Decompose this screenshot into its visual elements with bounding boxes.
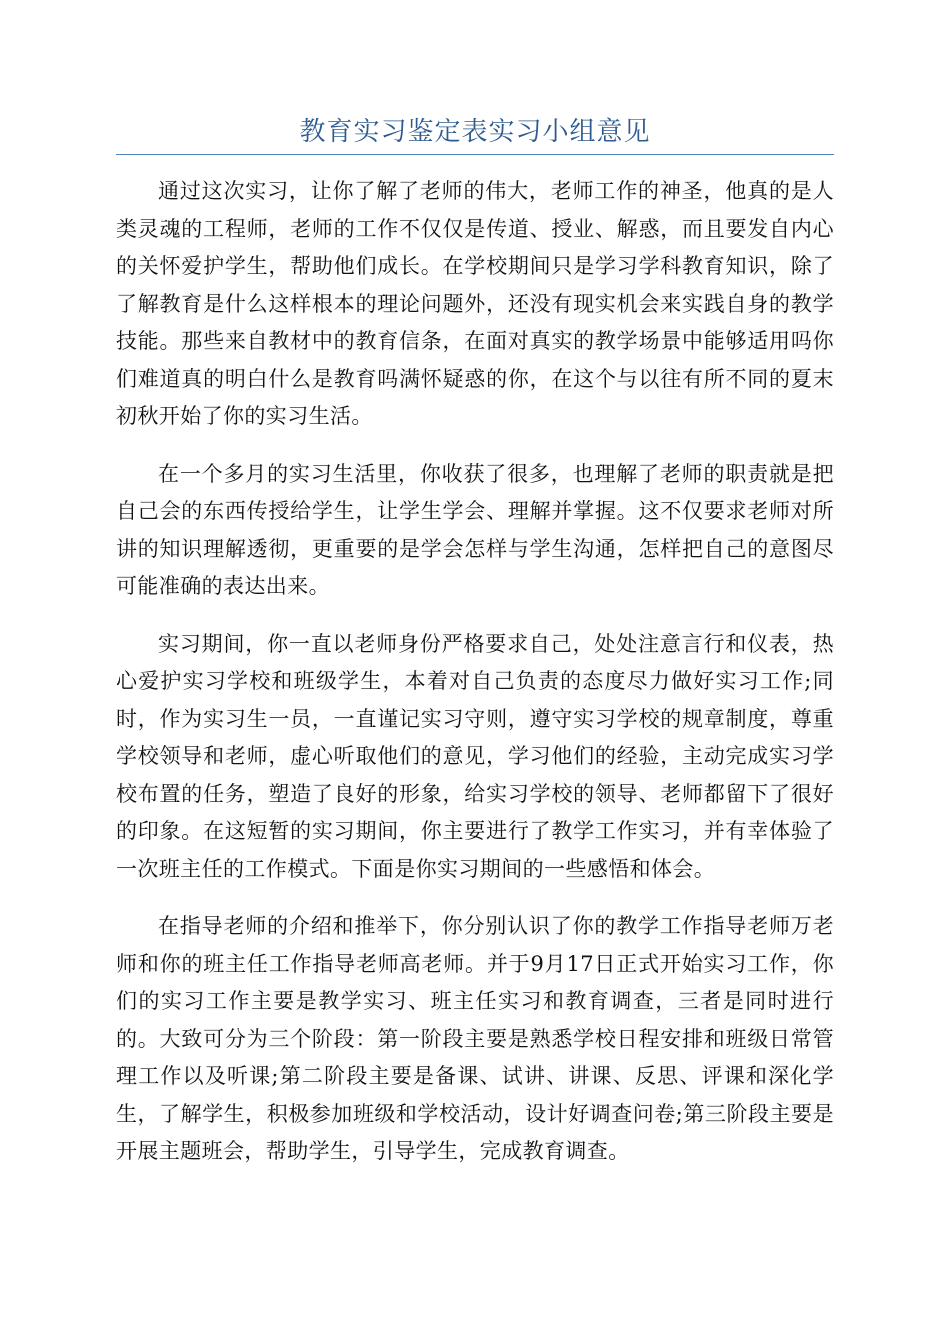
paragraph-1: 通过这次实习，让你了解了老师的伟大，老师工作的神圣，他真的是人类灵魂的工程师，老师的工作不仅仅是传道、授业、解惑，而且要发自内心的关怀爱护学生，帮助他们成长。在学校期间只是学习学科教育知识，除了了解教育是什么这样根本的理论问题外，还没有现实机会来实践自身的教学技能。那些来自教材中的教育信条，在面对真实的教学场景中能够适用吗你们难道真的明白什么是教育吗满怀疑惑的你，在这个与以往有所不同的夏末初秋开始了你的实习生活。 [116, 179, 834, 428]
title-underline [116, 154, 834, 155]
paragraph-3: 实习期间，你一直以老师身份严格要求自己，处处注意言行和仪表，热心爱护实习学校和班级学生，本着对自己负责的态度尽力做好实习工作;同时，作为实习生一员，一直谨记实习守则，遵守实习学校的规章制度，尊重学校领导和老师，虚心听取他们的意见，学习他们的经验，主动完成实习学校布置的任务，塑造了良好的形象，给实习学校的领导、老师都留下了很好的印象。在这短暂的实习期间，你主要进行了教学工作实习，并有幸体验了一次班主任的工作模式。下面是你实习期间的一些感悟和体会。 [116, 631, 834, 881]
document-body [116, 173, 834, 1191]
paragraph-2: 在一个多月的实习生活里，你收获了很多，也理解了老师的职责就是把自己会的东西传授给学生，让学生学会、理解并掌握。这不仅要求老师对所讲的知识理解透彻，更重要的是学会怎样与学生沟通，怎样把自己的意图尽可能准确的表达出来。 [116, 461, 834, 598]
document-title: 教育实习鉴定表实习小组意见 [299, 117, 651, 147]
paragraph-4: 在指导老师的介绍和推举下，你分别认识了你的教学工作指导老师万老师和你的班主任工作指导老师高老师。并于9月17日正式开始实习工作，你们的实习工作主要是教学实习、班主任实习和教育调查，三者是同时进行的。大致可分为三个阶段：第一阶段主要是熟悉学校日程安排和班级日常管理工作以及听课;第二阶段主要是备课、试讲、讲课、反思、评课和深化学生，了解学生，积极参加班级和学校活动，设计好调查问卷;第三阶段主要是开展主题班会，帮助学生，引导学生，完成教育调查。 [116, 914, 834, 1163]
